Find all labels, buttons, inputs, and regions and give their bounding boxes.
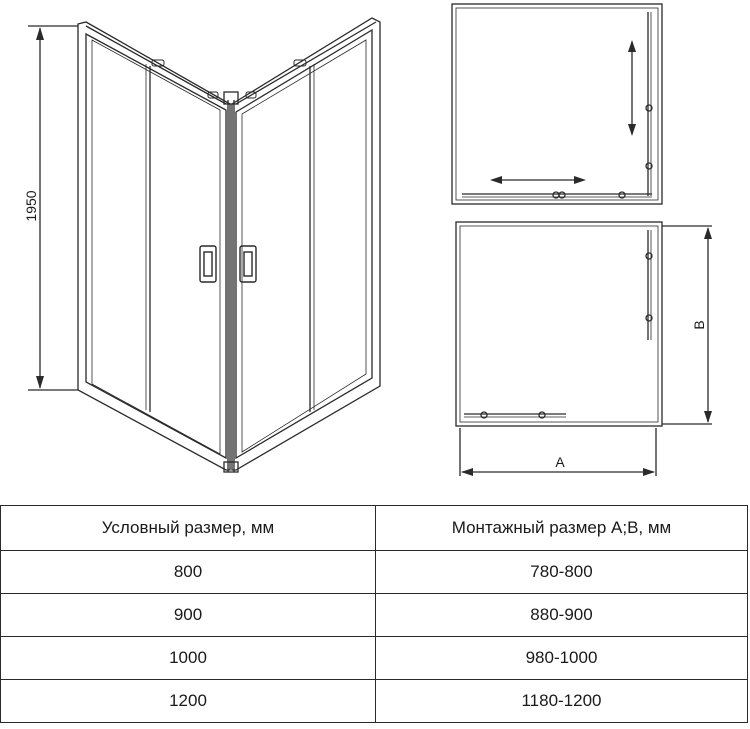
sliding-direction-arrows [490,40,636,184]
nominal-size-cell: 900 [1,594,376,637]
right-panel [232,18,380,470]
mounting-size-cell: 1180-1200 [376,680,748,723]
nominal-size-cell: 800 [1,551,376,594]
table-row [1,637,748,680]
plan-view-bottom [456,222,712,476]
mounting-size-cell: 780-800 [376,551,748,594]
depth-label: B [691,320,707,330]
height-label: 1950 [23,190,39,222]
mounting-size-cell: 880-900 [376,594,748,637]
nominal-size-cell: 1000 [1,637,376,680]
mounting-size-cell: 980-1000 [376,637,748,680]
table-row [1,551,748,594]
plan-view-top [452,4,662,204]
table-header-row [1,506,748,551]
size-table [0,505,748,723]
nominal-size-cell: 1200 [1,680,376,723]
table-row [1,680,748,723]
header-mounting-size: Монтажный размер A;B, мм [376,506,748,551]
width-label: A [555,454,565,470]
header-nominal-size: Условный размер, мм [1,506,376,551]
table-row [1,594,748,637]
perspective-view [23,18,380,472]
